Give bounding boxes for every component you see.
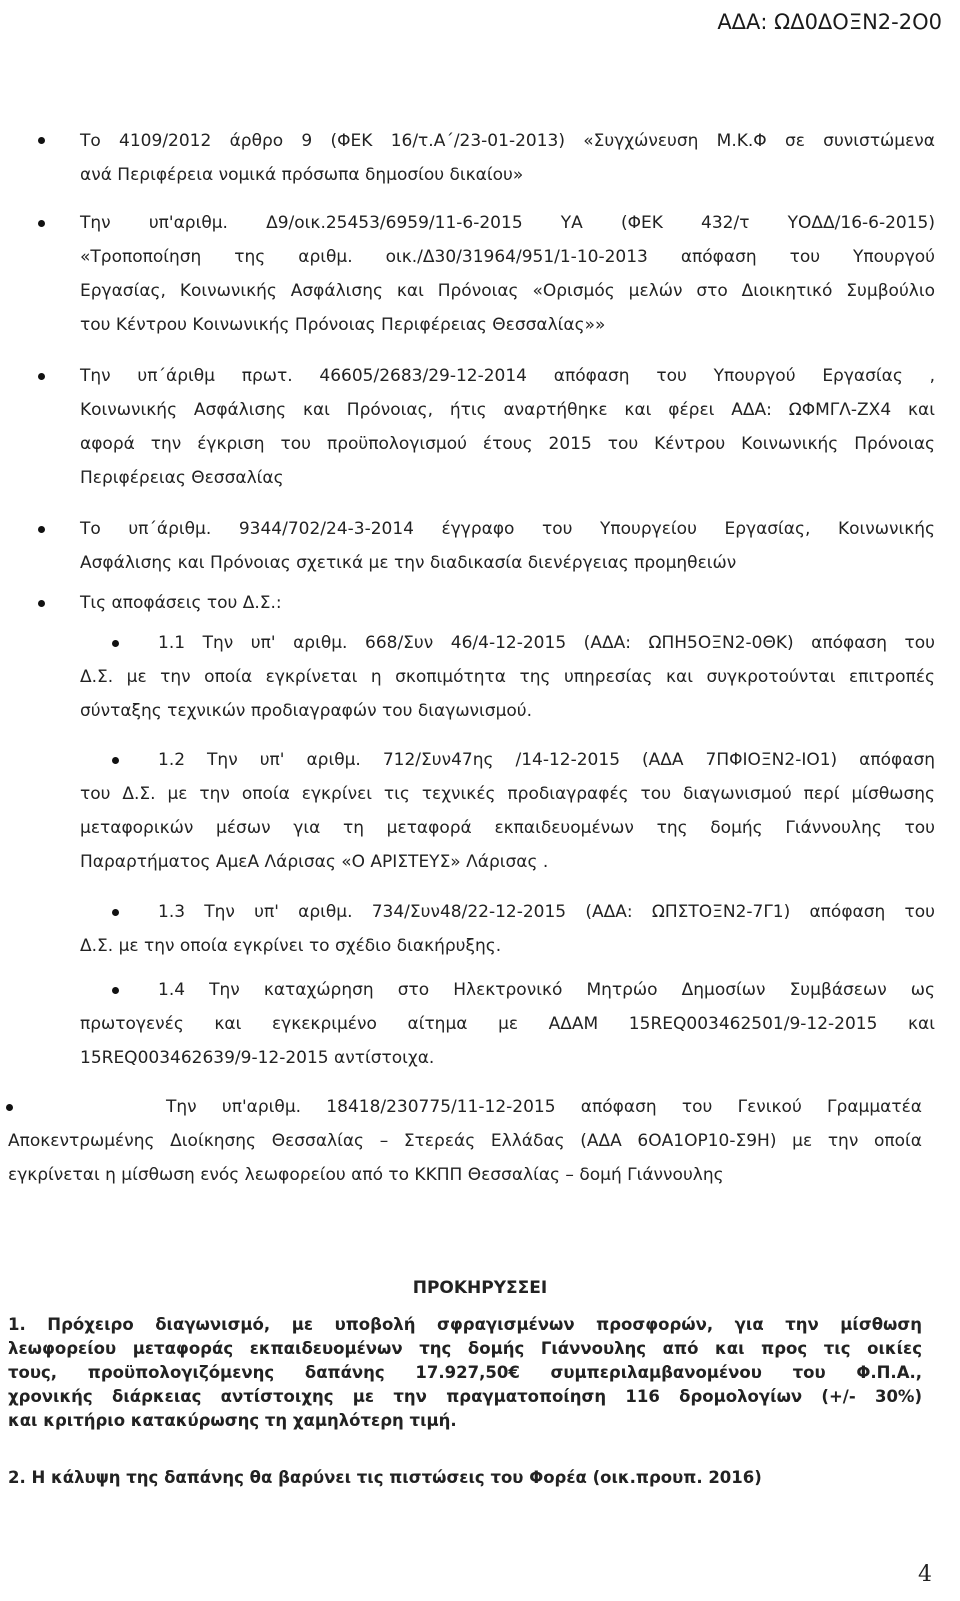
text-line: τους, προϋπολογιζόμενης δαπάνης 17.927,50€ συμπεριλαμβανομένου του Φ.Π.Α., [8,1363,922,1382]
text-line: μεταφορικών μέσων για τη μεταφορά εκπαιδευομένων της δομής Γιάννουλης του [80,818,935,838]
text-line: του Δ.Σ. με την οποία εγκρίνει τις τεχνικές προδιαγραφές του διαγωνισμού περί μίσθωσης [80,784,935,804]
list-item [8,1090,922,1192]
text-line: λεωφορείου μεταφοράς εκπαιδευομένων της δομής Γιάννουλης από και προς τις οικίες [8,1339,922,1358]
text-line: 1.4 Την καταχώρηση στο Ηλεκτρονικό Μητρώο Δημοσίων Συμβάσεων ως [158,980,935,1000]
section-1 [8,1313,922,1433]
list-item [80,512,935,580]
bullet-icon [38,220,45,227]
list-item [80,359,935,495]
text-line: Κοινωνικής Ασφάλισης και Πρόνοιας, ήτις αναρτήθηκε και φέρει ΑΔΑ: ΩΦΜΓΛ-ΖΧ4 και [80,400,935,420]
text-line: 15REQ003462639/9-12-2015 αντίστοιχα. [80,1048,435,1068]
text-line: Το υπ΄άριθμ. 9344/702/24-3-2014 έγγραφο του Υπουργείου Εργασίας, Κοινωνικής [80,519,935,539]
text-line: 1.2 Την υπ' αριθμ. 712/Συν47ης /14-12-2015 (ΑΔΑ 7ΠΦΙΟΞΝ2-ΙΟ1) απόφαση [158,750,935,770]
text-line: Εργασίας, Κοινωνικής Ασφάλισης και Πρόνοιας «Ορισμός μελών στο Διοικητικό Συμβούλιο [80,281,935,301]
text-line: εγκρίνεται η μίσθωση ενός λεωφορείου από το ΚΚΠΠ Θεσσαλίας – δομή Γιάννουλης [8,1165,724,1185]
text-line: Παραρτήματος ΑμεΑ Λάρισας «Ο ΑΡΙΣΤΕΥΣ» Λάρισας . [80,852,549,872]
text-line: Ασφάλισης και Πρόνοιας σχετικά με την διαδικασία διενέργειας προμηθειών [80,553,737,573]
text-line: Την υπ'αριθμ. Δ9/οικ.25453/6959/11-6-2015 ΥΑ (ΦΕΚ 432/τ ΥΟΔΔ/16-6-2015) [80,213,935,233]
sub-list-item [80,973,935,1075]
text-line: «Τροποποίηση της αριθμ. οικ./Δ30/31964/951/1-10-2013 απόφαση του Υπουργού [80,247,935,267]
page-number: 4 [918,1562,932,1587]
list-item [80,206,935,342]
sub-list-item [80,895,935,963]
bullet-icon [38,526,45,533]
text-line: 1.1 Την υπ' αριθμ. 668/Συν 46/4-12-2015 (ΑΔΑ: ΩΠΗ5ΟΞΝ2-0ΘΚ) απόφαση του [158,633,935,653]
sub-list-item [80,626,935,728]
text-line: 2. Η κάλυψη της δαπάνης θα βαρύνει τις πιστώσεις του Φορέα (οικ.προυπ. 2016) [8,1468,762,1487]
text-line: Το 4109/2012 άρθρο 9 (ΦΕΚ 16/τ.Α΄/23-01-2013) «Συγχώνευση Μ.Κ.Φ σε συνιστώμενα [80,131,935,151]
bullet-icon [38,373,45,380]
text-line: και κριτήριο κατακύρωσης τη χαμηλότερη τιμή. [8,1411,457,1430]
text-line: 1.3 Την υπ' αριθμ. 734/Συν48/22-12-2015 (ΑΔΑ: ΩΠΣΤΟΞΝ2-7Γ1) απόφαση του [158,902,935,922]
text-line: Περιφέρειας Θεσσαλίας [80,468,284,488]
text-line: σύνταξης τεχνικών προδιαγραφών του διαγωνισμού. [80,701,533,721]
text-line: 1. Πρόχειρο διαγωνισμό, με υποβολή σφραγισμένων προσφορών, για την μίσθωση [8,1315,922,1334]
section-2 [8,1466,922,1490]
text-line: Την υπ'αριθμ. 18418/230775/11-12-2015 απόφαση του Γενικού Γραμματέα [166,1097,922,1117]
text-line: χρονικής διάρκειας αντίστοιχης με την πραγματοποίηση 116 δρομολογίων (+/- 30%) [8,1387,922,1406]
text-line: Τις αποφάσεις του Δ.Σ.: [80,593,282,613]
text-line: Αποκεντρωμένης Διοίκησης Θεσσαλίας – Στερεάς Ελλάδας (ΑΔΑ 6ΟΑ1ΟΡ10-Σ9Η) με την οποία [8,1131,922,1151]
text-line: Δ.Σ. με την οποία εγκρίνει το σχέδιο διακήρυξης. [80,936,502,956]
bullet-icon [38,137,45,144]
bullet-icon [38,600,45,607]
list-item [80,586,935,620]
section-title: ΠΡΟΚΗΡΥΣΣΕΙ [412,1278,548,1298]
sub-list-item [80,743,935,879]
list-item [80,124,935,192]
ada-code: ΑΔΑ: ΩΔ0ΔΟΞΝ2-2Ο0 [717,10,942,34]
text-line: πρωτογενές και εγκεκριμένο αίτημα με ΑΔΑΜ 15REQ003462501/9-12-2015 και [80,1014,935,1034]
text-line: του Κέντρου Κοινωνικής Πρόνοιας Περιφέρειας Θεσσαλίας»» [80,315,606,335]
text-line: Δ.Σ. με την οποία εγκρίνεται η σκοπιμότητα της υπηρεσίας και συγκροτούνται επιτροπές [80,667,935,687]
text-line: αφορά την έγκριση του προϋπολογισμού έτους 2015 του Κέντρου Κοινωνικής Πρόνοιας [80,434,935,454]
text-line: ανά Περιφέρεια νομικά πρόσωπα δημοσίου δικαίου» [80,165,524,185]
text-line: Την υπ΄άριθμ πρωτ. 46605/2683/29-12-2014 απόφαση του Υπουργού Εργασίας , [80,366,935,386]
